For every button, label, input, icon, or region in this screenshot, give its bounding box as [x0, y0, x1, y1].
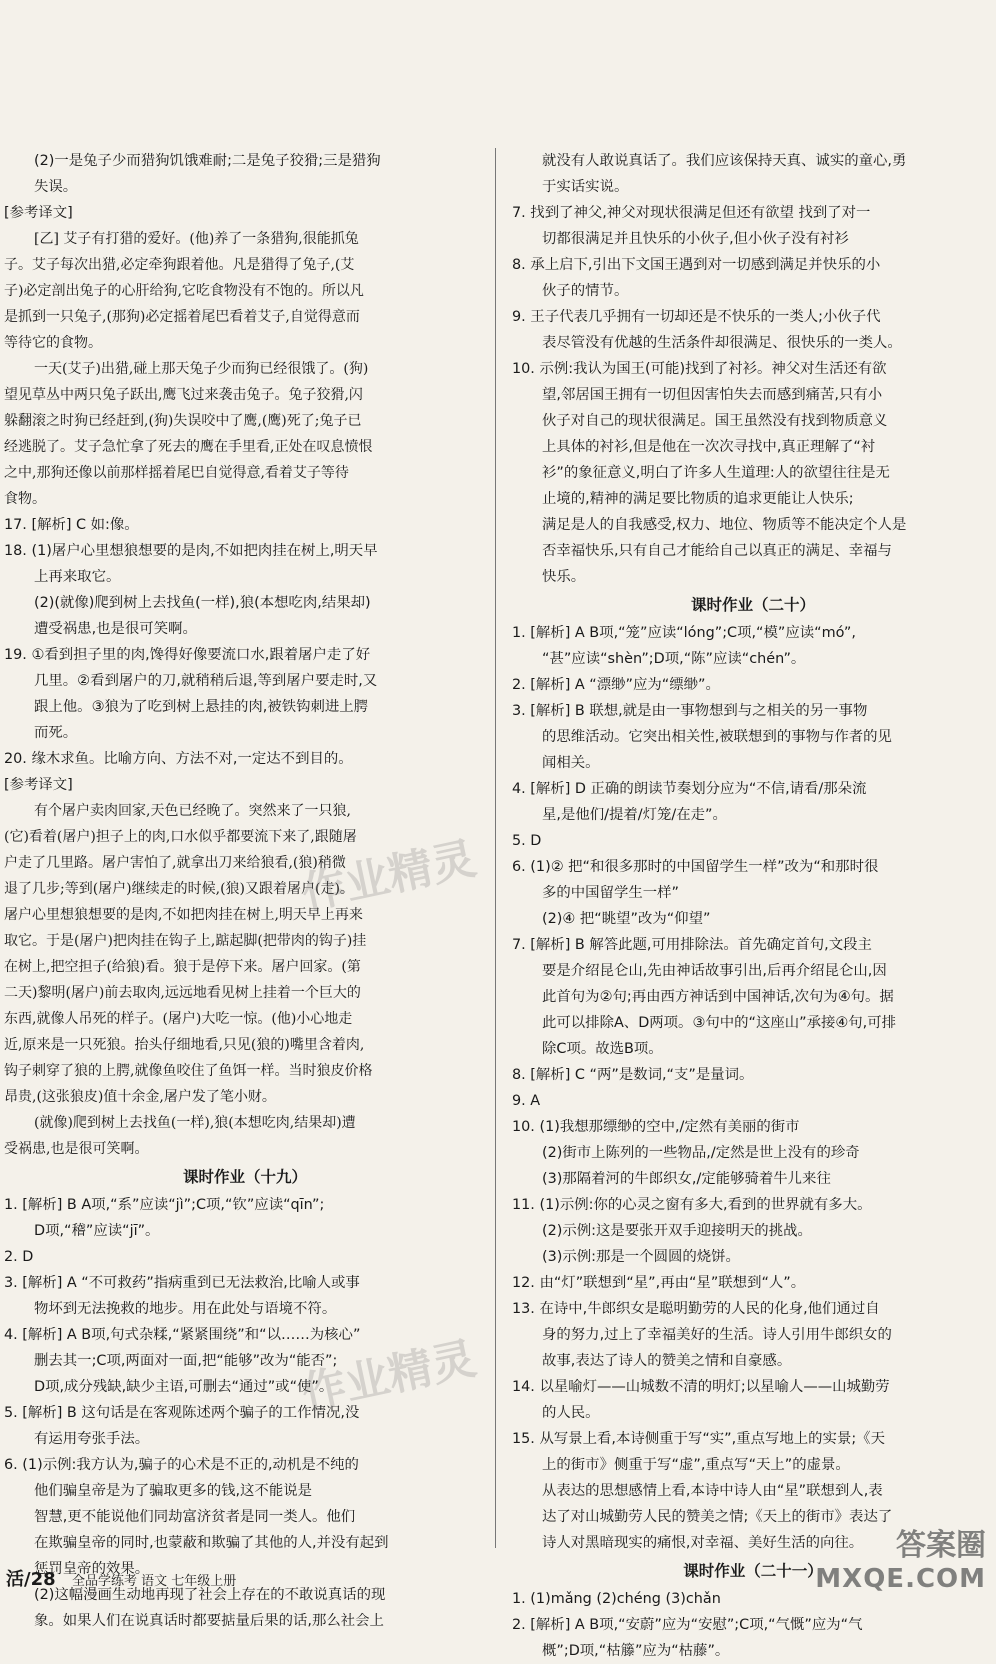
text-line: 19. ①看到担子里的肉,馋得好像要流口水,跟着屠户走了好	[4, 647, 371, 663]
text-line: [参考译文]	[4, 205, 73, 221]
text-line: 快乐。	[542, 569, 586, 585]
text-line: 取它。于是(屠户)把肉挂在钩子上,踮起脚(把带肉的钩子)挂	[4, 933, 367, 949]
text-line: 子。艾子每次出猎,必定牵狗跟着他。凡是猎得了兔子,(艾	[4, 257, 355, 273]
watermark-top: 作业精灵	[297, 833, 481, 920]
text-line: [参考译文]	[4, 777, 73, 793]
text-line: 7. [解析] B 解答此题,可用排除法。首先确定首句,文段主	[512, 937, 872, 953]
text-line: 几里。②看到屠户的刀,就稍稍后退,等到屠户要走时,又	[34, 673, 378, 689]
text-line: 是抓到一只兔子,(那狗)必定摇着尾巴看着艾子,自觉得意而	[4, 309, 360, 325]
text-line: 17. [解析] C 如:像。	[4, 517, 139, 533]
text-line: 达了对山城勤劳人民的赞美之情;《天上的街市》表达了	[542, 1509, 893, 1525]
text-line: 10. 示例:我认为国王(可能)找到了衬衫。神父对生活还有欲	[512, 361, 887, 377]
text-line: 诗人对黑暗现实的痛恨,对幸福、美好生活的向往。	[542, 1535, 864, 1551]
text-line: 之中,那狗还像以前那样摇着尾巴自觉得意,看着艾子等待	[4, 465, 349, 481]
text-line: (它)看着(屠户)担子上的肉,口水似乎都要流下来了,跟随屠	[4, 829, 357, 845]
text-line: 衫”的象征意义,明白了许多人生道理:人的欲望往往是无	[542, 465, 890, 481]
text-line: 要是介绍昆仑山,先由神话故事引出,后再介绍昆仑山,因	[542, 963, 887, 979]
text-line: 望见草丛中两只兔子跃出,鹰飞过来袭击兔子。兔子狡猾,闪	[4, 387, 363, 403]
text-line: 他们骗皇帝是为了骗取更多的钱,这不能说是	[34, 1483, 312, 1499]
text-line: 9. A	[512, 1093, 541, 1109]
text-line: 智慧,更不能说他们同劫富济贫者是同一类人。他们	[34, 1509, 356, 1525]
text-line: 1. (1)mǎng (2)chéng (3)chǎn	[512, 1591, 721, 1607]
text-line: 9. 王子代表几乎拥有一切却还是不快乐的一类人;小伙子代	[512, 309, 881, 325]
text-line: 伙子的情节。	[542, 283, 629, 299]
text-line: 6. (1)② 把“和很多那时的中国留学生一样”改为“和那时很	[512, 859, 879, 875]
text-line: 8. [解析] C “两”是数词,“支”是量词。	[512, 1067, 754, 1083]
text-line: 13. 在诗中,牛郎织女是聪明勤劳的人民的化身,他们通过自	[512, 1301, 880, 1317]
text-line: 故事,表达了诗人的赞美之情和自豪感。	[542, 1353, 792, 1369]
text-line: 等待它的食物。	[4, 335, 102, 351]
text-line: 在欺骗皇帝的同时,也蒙蔽和欺骗了其他的人,并没有起到	[34, 1535, 389, 1551]
column-divider	[495, 148, 496, 1548]
text-line: 上再来取它。	[34, 569, 121, 585]
text-line: 18. (1)屠户心里想狼想要的是肉,不如把肉挂在树上,明天早	[4, 543, 378, 559]
section-heading: 课时作业（二十一）	[683, 1562, 823, 1580]
text-line: 4. [解析] A B项,句式杂糅,“紧紧围绕”和“以……为核心”	[4, 1327, 361, 1343]
text-line: 6. (1)示例:我方认为,骗子的心术是不正的,动机是不纯的	[4, 1457, 359, 1473]
text-line: 星,是他们/提着/灯笼/在走”。	[542, 807, 727, 823]
text-line: 钩子刺穿了狼的上腭,就像鱼咬住了鱼饵一样。当时狼皮价格	[4, 1063, 373, 1079]
text-line: 有运用夸张手法。	[34, 1431, 150, 1447]
text-line: 切都很满足并且快乐的小伙子,但小伙子没有衬衫	[542, 231, 849, 247]
text-line: 遭受祸患,也是很可笑啊。	[34, 621, 197, 637]
text-line: 1. [解析] A B项,“笼”应读“lóng”;C项,“模”应读“mó”,	[512, 625, 856, 641]
text-line: 惩罚皇帝的效果。	[34, 1561, 150, 1577]
text-line: (2)④ 把“眺望”改为“仰望”	[542, 911, 711, 927]
text-line: 近,原来是一只死狼。抬头仔细地看,只见(狼的)嘴里含着肉,	[4, 1037, 365, 1053]
text-line: 身的努力,过上了幸福美好的生活。诗人引用牛郎织女的	[542, 1327, 892, 1343]
text-line: 昂贵,(这张狼皮)值十余金,屠户发了笔小财。	[4, 1089, 276, 1105]
text-line: (2)街市上陈列的一些物品,/定然是世上没有的珍奇	[542, 1145, 860, 1161]
text-line: 止境的,精神的满足要比物质的追求更能让人快乐;	[542, 491, 854, 507]
text-line: 20. 缘木求鱼。比喻方向、方法不对,一定达不到目的。	[4, 751, 353, 767]
text-line: 上具体的衬衫,但是他在一次次寻找中,真正理解了“衬	[542, 439, 876, 455]
text-line: 屠户心里想狼想要的是肉,不如把肉挂在树上,明天早上再来	[4, 907, 363, 923]
site-logo-name: 答案圈	[896, 1528, 986, 1563]
text-line: 5. D	[512, 833, 542, 849]
text-line: 3. [解析] B 联想,就是由一事物想到与之相关的另一事物	[512, 703, 868, 719]
text-line: 8. 承上启下,引出下文国王遇到对一切感到满足并快乐的小	[512, 257, 881, 273]
text-line: 上的街市》侧重于写“虚”,重点写“天上”的虚景。	[542, 1457, 850, 1473]
text-line: 象。如果人们在说真话时都要掂量后果的话,那么社会上	[34, 1613, 384, 1629]
text-line: 从表达的思想感情上看,本诗中诗人由“星”联想到人,表	[542, 1483, 883, 1499]
text-line: 跟上他。③狼为了吃到树上悬挂的肉,被铁钩刺进上腭	[34, 699, 369, 715]
text-line: 1. [解析] B A项,“系”应读“jì”;C项,“钦”应读“qīn”;	[4, 1197, 325, 1213]
text-line: 一天(艾子)出猎,碰上那天兔子少而狗已经很饿了。(狗)	[34, 361, 369, 377]
text-line: (2)一是兔子少而猎狗饥饿难耐;二是兔子狡猾;三是猎狗	[34, 153, 381, 169]
text-line: 子)必定剖出兔子的心肝给狗,它吃食物没有不饱的。所以凡	[4, 283, 364, 299]
text-line: 的人民。	[542, 1405, 600, 1421]
text-line: D项,成分残缺,缺少主语,可删去“通过”或“使”。	[34, 1379, 334, 1395]
text-line: 表尽管没有优越的生活条件却很满足、很快乐的一类人。	[542, 335, 902, 351]
text-line: 失误。	[34, 179, 78, 195]
text-line: 户走了几里路。屠户害怕了,就拿出刀来给狼看,(狼)稍微	[4, 855, 346, 871]
text-line: 10. (1)我想那缥缈的空中,/定然有美丽的街市	[512, 1119, 800, 1135]
text-line: 而死。	[34, 725, 78, 741]
text-line: 否幸福快乐,只有自己才能给自己以真正的满足、幸福与	[542, 543, 892, 559]
section-heading: 课时作业（十九）	[182, 1168, 307, 1186]
text-line: 二天)黎明(屠户)前去取肉,远远地看见树上挂着一个巨大的	[4, 985, 361, 1001]
watermark-bottom: 作业精灵	[297, 1333, 481, 1420]
text-line: “甚”应读“shèn”;D项,“陈”应读“chén”。	[542, 651, 806, 667]
text-line: 概”;D项,“枯籐”应为“枯藤”。	[542, 1643, 730, 1659]
text-line: 2. [解析] A B项,“安蔚”应为“安慰”;C项,“气慨”应为“气	[512, 1617, 863, 1633]
text-line: 退了几步;等到(屠户)继续走的时候,(狼)又跟着屠户(走)。	[4, 881, 354, 897]
book-title: 全品学练考 语文 七年级上册	[72, 1574, 237, 1589]
site-logo-url: MXQE.COM	[815, 1564, 986, 1594]
text-line: 的思维活动。它突出相关性,被联想到的事物与作者的见	[542, 729, 892, 745]
text-line: (3)示例:那是一个圆圆的烧饼。	[542, 1249, 740, 1265]
text-line: 伙子对自己的现状很满足。国王虽然没有找到物质意义	[542, 413, 888, 429]
text-line: (2)这幅漫画生动地再现了社会上存在的不敢说真话的现	[34, 1587, 386, 1603]
text-line: 此首句为②句;再由西方神话到中国神话,次句为④句。据	[542, 989, 894, 1005]
text-line: (3)那隔着河的牛郎织女,/定能够骑着牛儿来往	[542, 1171, 831, 1187]
text-line: 7. 找到了神父,神父对现状很满足但还有欲望 找到了对一	[512, 205, 871, 221]
text-line: 此可以排除A、D两项。③句中的“这座山”承接④句,可排	[542, 1015, 897, 1031]
text-line: 删去其一;C项,两面对一面,把“能够”改为“能否”;	[34, 1353, 338, 1369]
text-line: 14. 以星喻灯——山城数不清的明灯;以星喻人——山城勤劳	[512, 1379, 890, 1395]
site-logo	[815, 1520, 986, 1594]
text-line: 于实话实说。	[542, 179, 629, 195]
text-line: [乙] 艾子有打猎的爱好。(他)养了一条猎狗,很能抓兔	[34, 231, 359, 247]
text-line: 躲翻滚之时狗已经赶到,(狗)失误咬中了鹰,(鹰)死了;兔子已	[4, 413, 362, 429]
text-line: D项,“稽”应读“jī”。	[34, 1223, 160, 1239]
text-line: (2)示例:这是要张开双手迎接明天的挑战。	[542, 1223, 812, 1239]
text-line: 3. [解析] A “不可救药”指病重到已无法救治,比喻人或事	[4, 1275, 360, 1291]
text-line: 12. 由“灯”联想到“星”,再由“星”联想到“人”。	[512, 1275, 806, 1291]
page-number: 活/28	[6, 1569, 56, 1590]
right-column	[512, 148, 994, 1664]
text-line: 物坏到无法挽救的地步。用在此处与语境不符。	[34, 1301, 337, 1317]
text-line: 11. (1)示例:你的心灵之窗有多大,看到的世界就有多大。	[512, 1197, 872, 1213]
text-line: 满足是人的自我感受,权力、地位、物质等不能决定个人是	[542, 517, 907, 533]
text-line: 5. [解析] B 这句话是在客观陈述两个骗子的工作情况,没	[4, 1405, 360, 1421]
text-line: 东西,就像人吊死的样子。(屠户)大吃一惊。(他)小心地走	[4, 1011, 353, 1027]
text-line: 有个屠户卖肉回家,天色已经晚了。突然来了一只狼,	[34, 803, 351, 819]
text-line: 4. [解析] D 正确的朗读节奏划分应为“不信,请看/那朵流	[512, 781, 867, 797]
text-line: 2. [解析] A “漂缈”应为“缥缈”。	[512, 677, 720, 693]
text-line: (就像)爬到树上去找鱼(一样),狼(本想吃肉,结果却)遭	[34, 1115, 356, 1131]
text-line: 经逃脱了。艾子急忙拿了死去的鹰在手里看,正处在叹息愤恨	[4, 439, 373, 455]
text-line: 食物。	[4, 491, 46, 507]
text-line: 在树上,把空担子(给狼)看。狼于是停下来。屠户回家。(第	[4, 959, 361, 975]
text-line: (2)(就像)爬到树上去找鱼(一样),狼(本想吃肉,结果却)	[34, 595, 371, 611]
text-line: 除C项。故选B项。	[542, 1041, 663, 1057]
section-heading: 课时作业（二十）	[690, 596, 815, 614]
text-line: 15. 从写景上看,本诗侧重于写“实”,重点写地上的实景;《天	[512, 1431, 885, 1447]
text-line: 闻相关。	[542, 755, 600, 771]
text-line: 2. D	[4, 1249, 34, 1265]
text-line: 就没有人敢说真话了。我们应该保持天真、诚实的童心,勇	[542, 153, 907, 169]
text-line: 望,邻居国王拥有一切但因害怕失去而感到痛苦,只有小	[542, 387, 883, 403]
text-line: 受祸患,也是很可笑啊。	[4, 1141, 149, 1157]
text-line: 多的中国留学生一样”	[542, 885, 679, 901]
